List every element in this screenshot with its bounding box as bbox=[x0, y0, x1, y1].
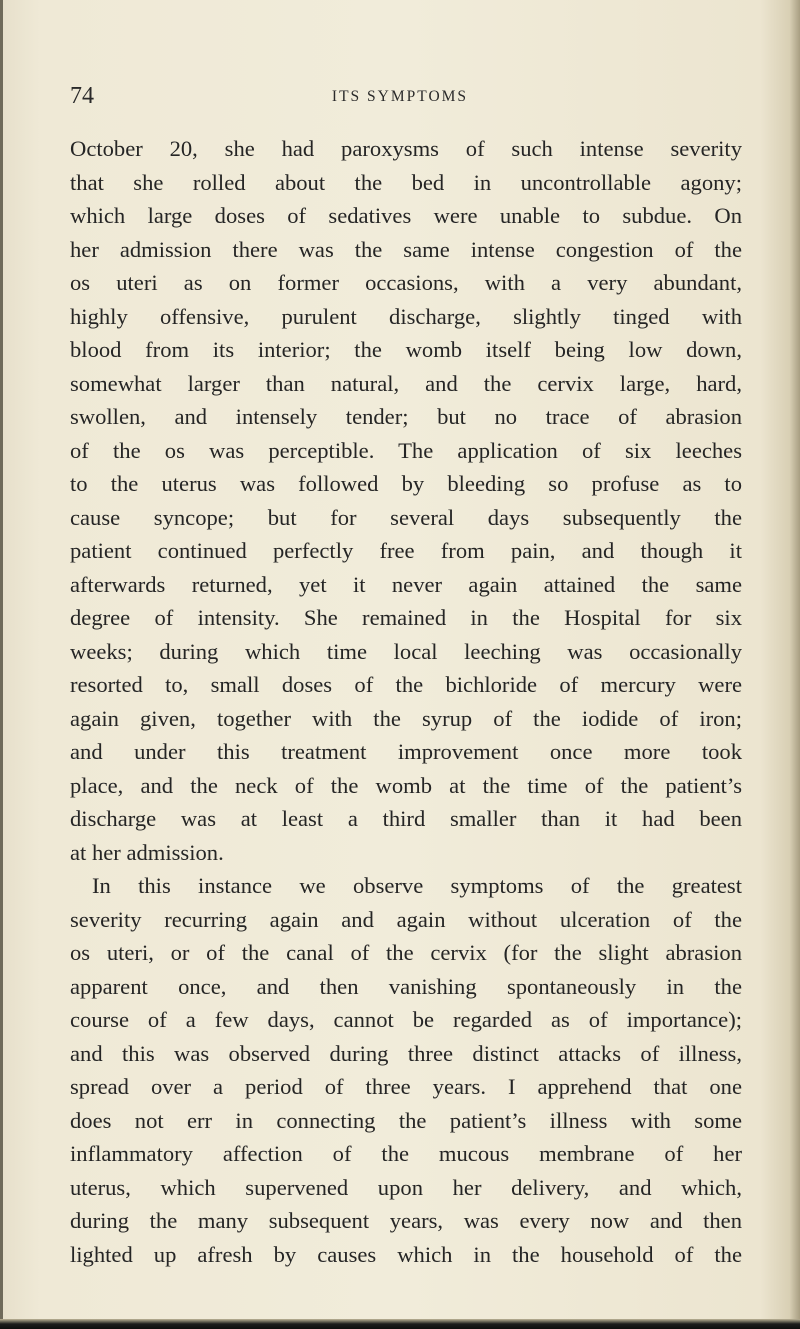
text-line: her admission there was the same intense congestion of the bbox=[70, 236, 742, 262]
text-line: course of a few days, cannot be regarded as of importance); bbox=[70, 1007, 742, 1032]
text-line: does not err in connecting the patient’s illness with some bbox=[70, 1107, 742, 1133]
text-line: to the uterus was followed by bleeding so profuse as to bbox=[70, 471, 742, 496]
text-line: severity recurring again and again without ulceration of the bbox=[70, 906, 742, 932]
text-line: os uteri as on former occasions, with a very abundant, bbox=[70, 270, 742, 295]
text-line: October 20, she had paroxysms of such intense severity bbox=[70, 136, 742, 161]
running-head: ITS SYMPTOMS bbox=[331, 88, 469, 105]
paragraph-start-line: In this instance we observe symptoms of the greatest bbox=[92, 873, 742, 898]
page-bottom-edge bbox=[0, 1319, 800, 1329]
text-line: inflammatory affection of the mucous membrane of her bbox=[70, 1141, 742, 1166]
text-line: of the os was perceptible. The application of six leeches bbox=[70, 437, 742, 463]
text-line: cause syncope; but for several days subsequently the bbox=[70, 504, 742, 530]
text-line: highly offensive, purulent discharge, slightly tinged with bbox=[70, 303, 742, 329]
text-line: blood from its interior; the womb itself being low down, bbox=[70, 337, 742, 362]
text-line: os uteri, or of the canal of the cervix (for the slight abrasion bbox=[70, 940, 742, 965]
text-line: patient continued perfectly free from pain, and though it bbox=[70, 538, 742, 563]
text-line: and this was observed during three distinct attacks of illness, bbox=[70, 1040, 742, 1066]
text-line: which large doses of sedatives were unable to subdue. On bbox=[70, 203, 742, 228]
text-line: during the many subsequent years, was every now and then bbox=[70, 1208, 742, 1233]
text-line: afterwards returned, yet it never again attained the same bbox=[70, 571, 742, 597]
text-line: swollen, and intensely tender; but no trace of abrasion bbox=[70, 404, 742, 429]
text-line: place, and the neck of the womb at the time of the patient’s bbox=[70, 772, 742, 798]
text-line: degree of intensity. She remained in the Hospital for six bbox=[70, 605, 742, 630]
text-line: that she rolled about the bed in uncontrollable agony; bbox=[70, 169, 742, 195]
text-line: somewhat larger than natural, and the cervix large, hard, bbox=[70, 370, 742, 396]
text-line: at her admission. bbox=[70, 839, 224, 865]
page-left-edge bbox=[0, 0, 3, 1329]
text-line: apparent once, and then vanishing spontaneously in the bbox=[70, 973, 742, 999]
text-line: resorted to, small doses of the bichloride of mercury were bbox=[70, 672, 742, 697]
page-number: 74 bbox=[70, 83, 94, 109]
text-line: again given, together with the syrup of the iodide of iron; bbox=[70, 705, 742, 731]
body-text bbox=[70, 132, 742, 1271]
text-line: weeks; during which time local leeching was occasionally bbox=[70, 638, 742, 664]
page-right-edge bbox=[790, 0, 800, 1329]
text-line: discharge was at least a third smaller than it had been bbox=[70, 806, 742, 831]
text-line: lighted up afresh by causes which in the household of the bbox=[70, 1241, 742, 1267]
text-line: and under this treatment improvement once more took bbox=[70, 739, 742, 764]
text-line: spread over a period of three years. I apprehend that one bbox=[70, 1074, 742, 1099]
text-line: uterus, which supervened upon her delivery, and which, bbox=[70, 1174, 742, 1200]
